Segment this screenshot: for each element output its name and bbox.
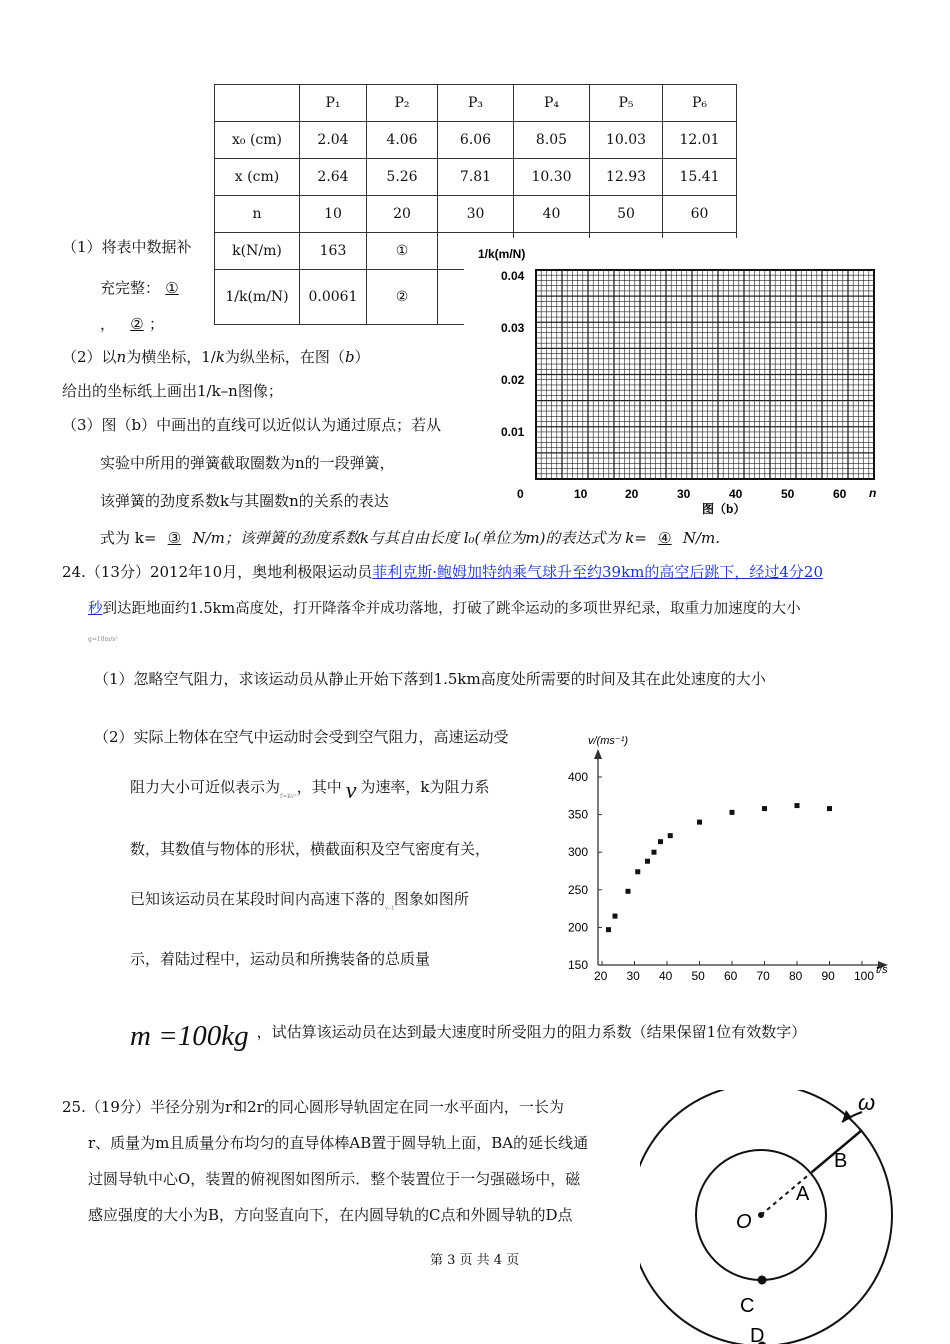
table-header: P₅: [590, 85, 663, 122]
center-point-o: [758, 1212, 764, 1218]
vt-ytick-label: 400: [568, 770, 589, 784]
grid-xtick: 10: [574, 487, 588, 501]
grid-chart: [464, 238, 914, 520]
table-cell: 50: [590, 196, 663, 233]
q25-line-1: 25.（19分）半径分别为r和2r的同心圆形导轨固定在同一水平面内，一长为: [62, 1098, 564, 1116]
grid-xvar: n: [869, 486, 877, 500]
table-header: [215, 85, 300, 122]
vt-ytick-label: 150: [568, 958, 589, 972]
row-label: x (cm): [215, 159, 300, 196]
label-omega: ω: [858, 1090, 876, 1115]
table-cell: 10.03: [590, 122, 663, 159]
table-row: [215, 122, 737, 159]
page-footer: 第 3 页 共 4 页: [430, 1253, 520, 1268]
vt-xtick-label: 70: [756, 969, 770, 983]
vt-xtick-label: 50: [691, 969, 705, 983]
vt-data-point: [658, 839, 663, 844]
vt-y-arrow-icon: [594, 749, 602, 759]
vt-ytick-label: 350: [568, 807, 589, 822]
grid-chart-panel: [464, 238, 914, 520]
row-label: x₀ (cm): [215, 122, 300, 159]
vt-data-point: [635, 869, 640, 874]
vt-ylabel: v/(ms⁻¹): [588, 735, 629, 747]
table-cell: ①: [367, 233, 438, 270]
circle-figure: [640, 1090, 910, 1344]
table-cell: 10: [300, 196, 367, 233]
label-c: C: [740, 1295, 755, 1317]
mass-formula: m =100kg: [130, 1020, 249, 1052]
vt-data-point: [730, 810, 735, 815]
g-formula-small: g=10m/s²: [88, 636, 118, 643]
q25-line-2: r、质量为m且质量分布均匀的直导体棒AB置于圆导轨上面，BA的延长线通: [88, 1134, 589, 1152]
answer-blank-3: ③: [167, 529, 182, 547]
label-a: A: [796, 1183, 810, 1205]
point-c: [758, 1276, 767, 1285]
table-cell: 20: [367, 196, 438, 233]
vt-data-point: [795, 803, 800, 808]
vt-xtick-label: 90: [821, 969, 835, 983]
row-label: n: [215, 196, 300, 233]
table-cell: 40: [514, 196, 590, 233]
table-cell: 12.93: [590, 159, 663, 196]
table-header: P₄: [514, 85, 590, 122]
q24-part2c: 数，其数值与物体的形状，横截面积及空气密度有关，: [130, 840, 491, 858]
vt-data-point: [652, 850, 657, 855]
table-cell: 2.64: [300, 159, 367, 196]
table-cell: 6.06: [438, 122, 514, 159]
q24-head-1: 24.（13分）2012年10月，奥地利极限运动员菲利克斯·鲍姆加特纳乘气球升至约39km的高空后跳下，经过4分20: [62, 563, 824, 581]
table-row: [215, 196, 737, 233]
table-cell: 60: [663, 196, 737, 233]
row-label: 1/k(m/N): [215, 270, 300, 325]
vt-chart: [540, 724, 900, 986]
vt-xtick-label: 60: [724, 969, 738, 983]
q23-part3b: 实验中所用的弹簧截取圈数为n的一段弹簧，: [100, 454, 395, 472]
q23-part1c: ， ② ；: [100, 315, 165, 333]
vt-data-point: [606, 927, 611, 932]
grid-xtick: 0: [517, 487, 524, 501]
q23-part1a: （1）将表中数据补: [62, 238, 192, 256]
table-header: P₆: [663, 85, 737, 122]
q24-part1: （1）忽略空气阻力，求该运动员从静止开始下落到1.5km高度处所需要的时间及其在此处速度的大小: [94, 670, 766, 688]
vt-xtick-label: 30: [626, 969, 640, 983]
grid-ytick: 0.01: [501, 425, 525, 439]
q24-head-2: 秒到达距地面约1.5km高度处，打开降落伞并成功落地，打破了跳伞运动的多项世界纪录，取重力加速度的大小: [88, 601, 801, 617]
grid-ytick: 0.02: [501, 373, 525, 387]
grid-ylabel: 1/k(m/N): [478, 247, 526, 261]
vt-xtick-label: 80: [789, 969, 803, 983]
table-cell: 0.0061: [300, 270, 367, 325]
table-cell: 15.41: [663, 159, 737, 196]
vt-data-point: [697, 820, 702, 825]
table-cell: 12.01: [663, 122, 737, 159]
vt-points: [606, 803, 832, 932]
table-header: P₂: [367, 85, 438, 122]
vt-xtick-label: 100: [854, 969, 875, 983]
vt-ytick-label: 300: [568, 845, 589, 860]
table-cell: 5.26: [367, 159, 438, 196]
vt-ticks: [568, 770, 874, 983]
answer-blank-1: ①: [165, 279, 179, 297]
table-cell: 30: [438, 196, 514, 233]
table-cell: 10.30: [514, 159, 590, 196]
vt-small: v–t: [385, 905, 394, 912]
vt-data-point: [762, 806, 767, 811]
answer-blank-4: ④: [658, 529, 672, 547]
grid-xtick: 20: [625, 487, 639, 501]
vt-xtick-label: 40: [659, 969, 673, 983]
v-symbol: v: [345, 778, 357, 804]
label-d: D: [750, 1325, 765, 1344]
q23-part3d: 式为 k= ③ N/m；该弹簧的劲度系数k与其自由长度 l₀(单位为m)的表达式为 k= ④ N/m.: [100, 529, 721, 547]
table-cell: 4.06: [367, 122, 438, 159]
q25-line-3: 过圆导轨中心O，装置的俯视图如图所示．整个装置位于一匀强磁场中，磁: [88, 1170, 581, 1188]
q23-part3c: 该弹簧的劲度系数k与其圈数n的关系的表达: [100, 492, 389, 510]
vt-data-point: [626, 889, 631, 894]
table-header: P₃: [438, 85, 514, 122]
vt-ytick-label: 250: [568, 882, 589, 897]
q23-part1b: 充完整： ①: [100, 277, 184, 298]
q24-part2a: （2）实际上物体在空气中运动时会受到空气阻力，高速运动受: [94, 728, 509, 746]
q23-part3a: （3）图（b）中画出的直线可以近似认为通过原点；若从: [62, 416, 442, 434]
row-label: k(N/m): [215, 233, 300, 270]
vt-data-point: [645, 859, 650, 864]
label-o: O: [736, 1211, 752, 1233]
grid-caption: 图（b）: [702, 502, 746, 516]
q23-part2b: 给出的坐标纸上画出1/k–n图像；: [62, 382, 283, 400]
table-cell: 163: [300, 233, 367, 270]
q24-part2d: 已知该运动员在某段时间内高速下落的$_{v-t}$图象如图所: [130, 890, 469, 912]
table-cell: 8.05: [514, 122, 590, 159]
q25-line-4: 感应强度的大小为B，方向竖直向下，在内圆导轨的C点和外圆导轨的D点: [88, 1206, 573, 1224]
vt-data-point: [613, 914, 618, 919]
table-header-row: [215, 85, 737, 122]
table-cell: 7.81: [438, 159, 514, 196]
vt-xlabel: t/s: [876, 964, 888, 976]
formula-small: f=kv²: [280, 793, 297, 800]
q24-part2b: 阻力大小可近似表示为$_{f=kv^2}$，其中 v 为速率，k为阻力系: [130, 778, 490, 804]
vt-data-point: [668, 833, 673, 838]
table-cell: 2.04: [300, 122, 367, 159]
grid-xtick: 30: [677, 487, 691, 501]
table-row: [215, 159, 737, 196]
grid-lines: [536, 270, 874, 479]
grid-xtick: 50: [781, 487, 795, 501]
grid-ytick: 0.04: [501, 269, 525, 283]
outer-rail: [640, 1090, 892, 1344]
q23-part2: （2）以n为横坐标，1/k为纵坐标，在图（b）: [62, 348, 370, 366]
vt-axes: [594, 749, 888, 969]
grid-xtick: 60: [833, 487, 847, 501]
q24-part2f: m =100kg ，试估算该运动员在达到最大速度时所受阻力的阻力系数（结果保留1位有效数字）: [130, 1020, 807, 1052]
vt-data-point: [827, 806, 832, 811]
grid-xtick: 40: [729, 487, 743, 501]
vt-ytick-label: 200: [568, 920, 589, 935]
label-b: B: [834, 1150, 848, 1172]
q24-part2e: 示，着陆过程中，运动员和所携装备的总质量: [130, 950, 431, 968]
vt-xtick-label: 20: [594, 969, 608, 983]
athlete-link[interactable]: 菲利克斯·鲍姆加特纳乘气球升至约39km: [372, 563, 645, 581]
table-cell: ②: [367, 270, 438, 325]
answer-blank-2: ②: [130, 315, 144, 333]
grid-ytick: 0.03: [501, 321, 525, 335]
table-header: P₁: [300, 85, 367, 122]
